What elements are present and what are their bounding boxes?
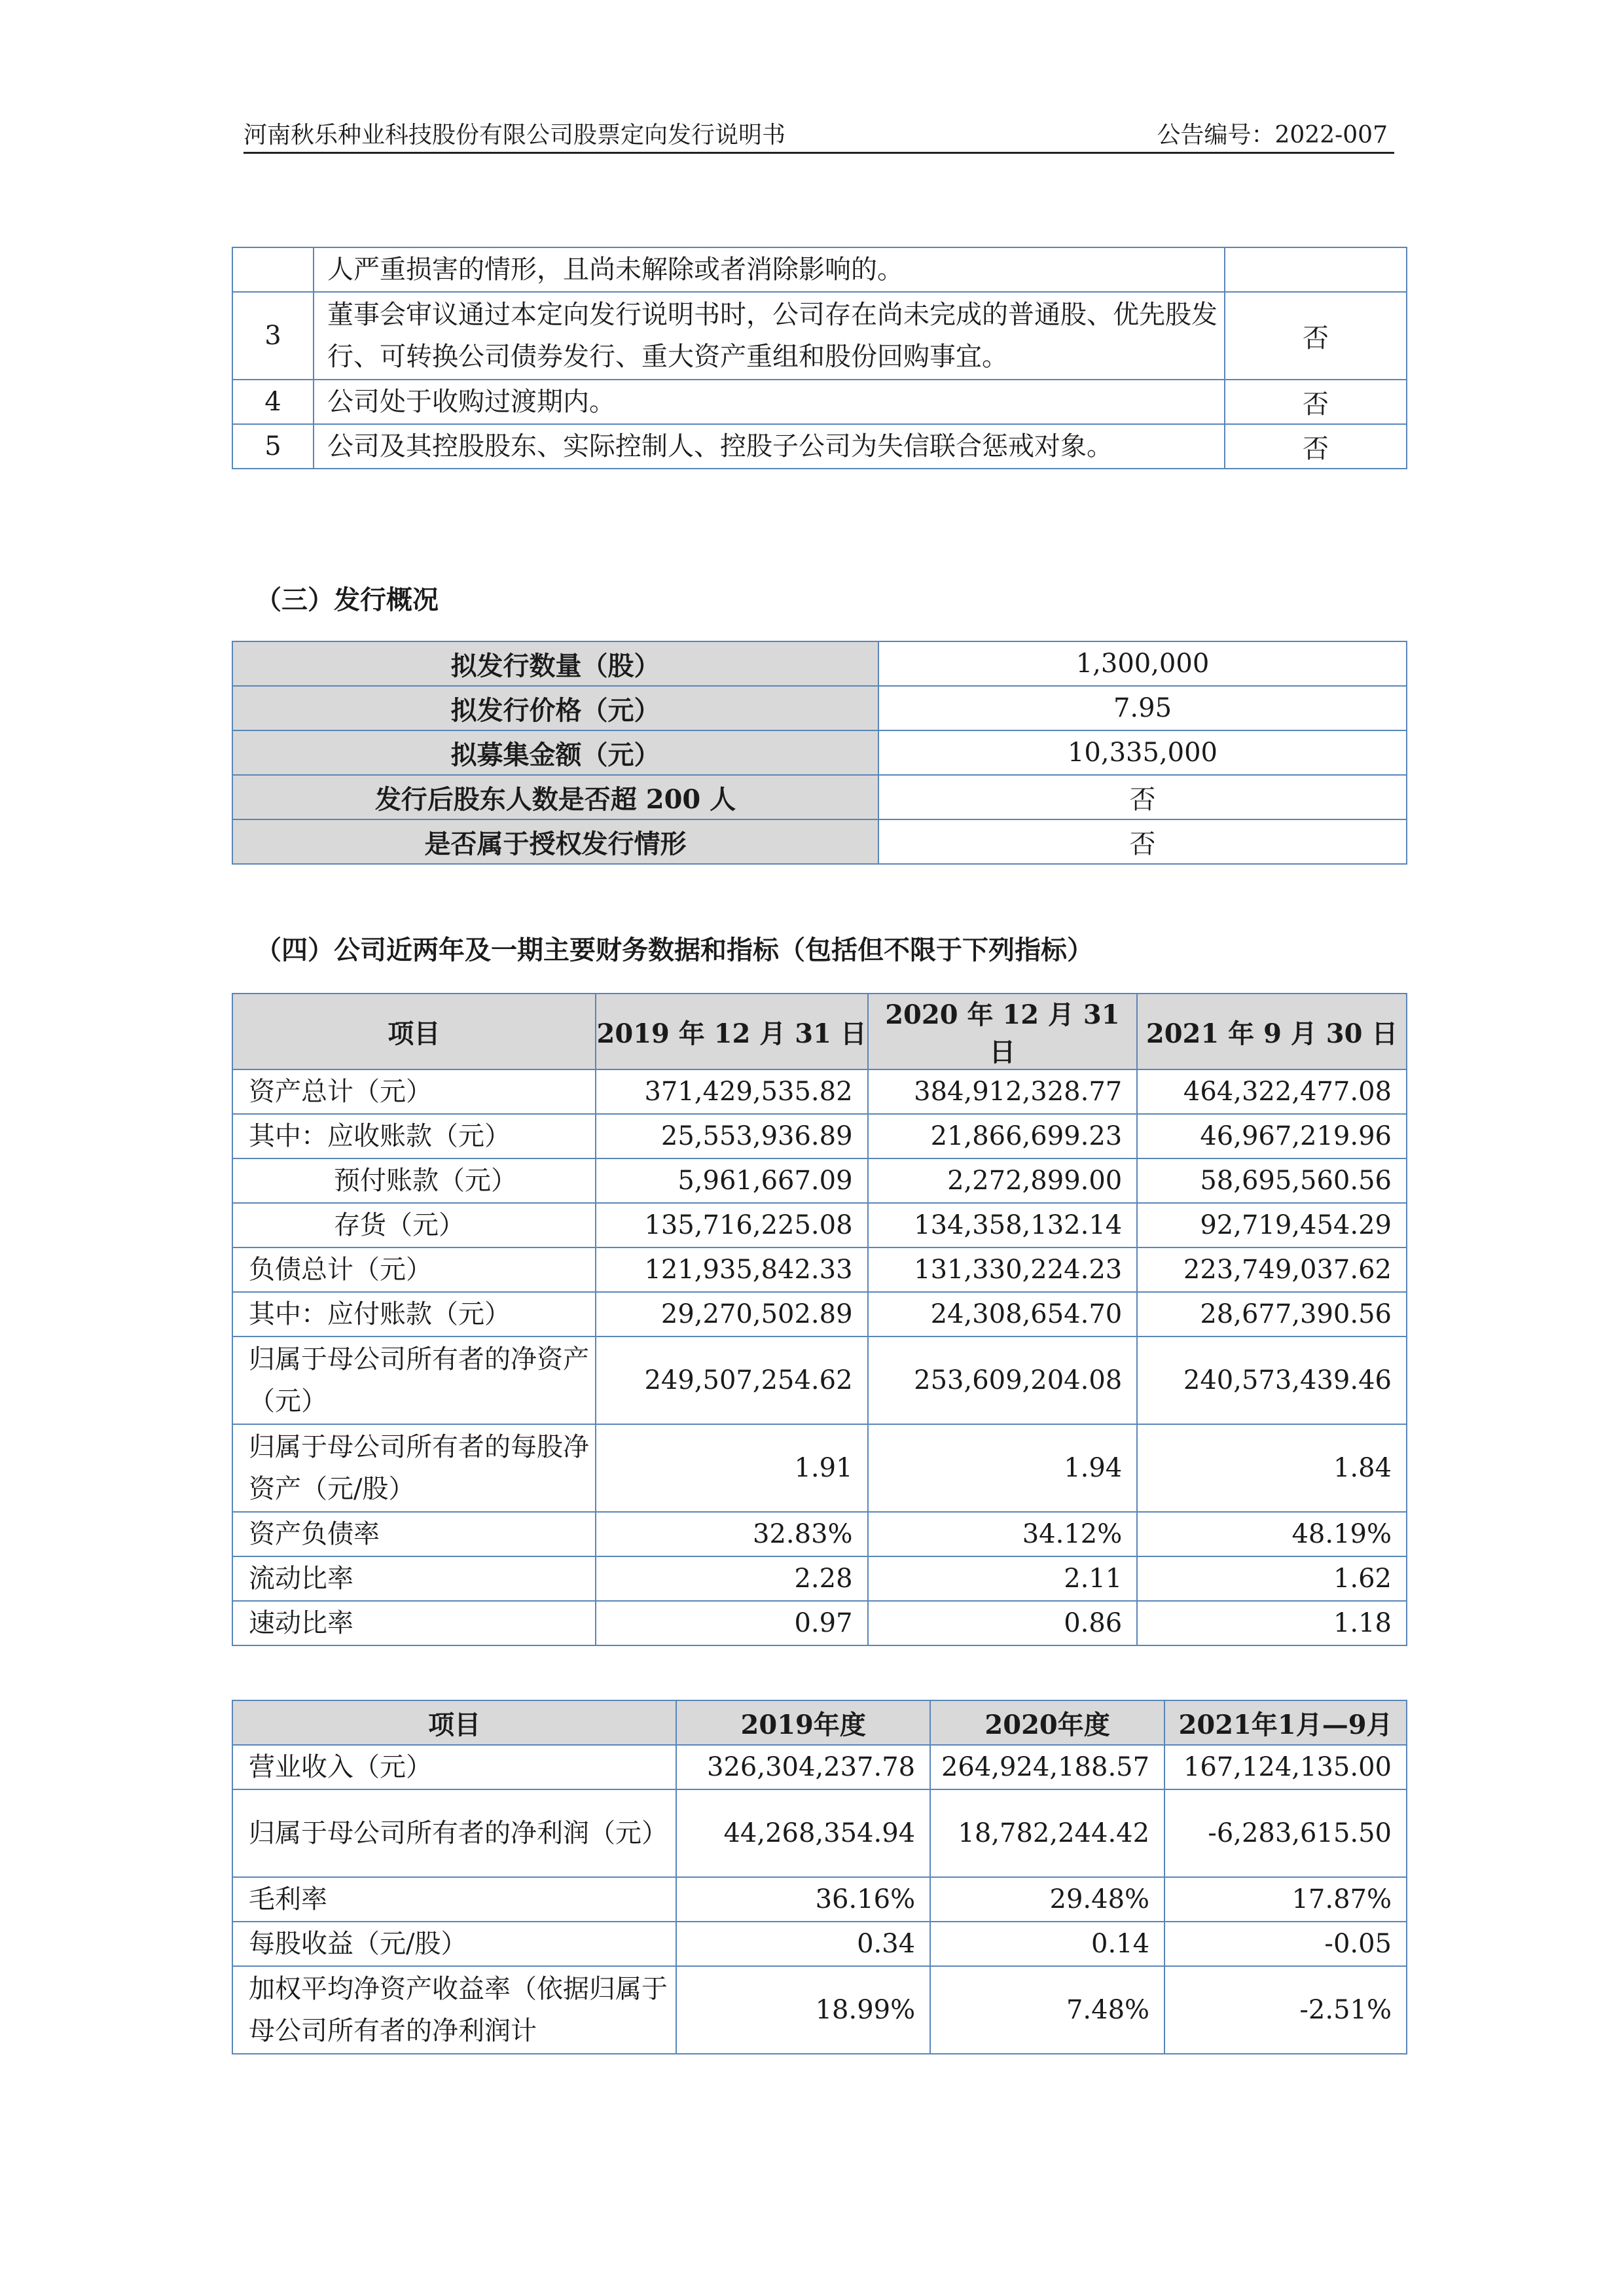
cell-value: 29,270,502.89 — [596, 1292, 868, 1336]
overview-value: 7.95 — [878, 686, 1407, 730]
cell-value: 167,124,135.00 — [1164, 1745, 1407, 1789]
overview-label: 拟发行价格（元） — [232, 686, 878, 730]
condition-answer: 否 — [1225, 424, 1407, 469]
cell-value: 2.28 — [596, 1556, 868, 1601]
column-header: 2020年度 — [930, 1700, 1164, 1745]
balance-sheet-table — [232, 993, 1407, 1646]
column-header: 2021年1月—9月 — [1164, 1700, 1407, 1745]
table-row — [232, 819, 1407, 864]
section-title-issuance: （三）发行概况 — [255, 584, 439, 615]
cell-value: 464,322,477.08 — [1137, 1069, 1407, 1114]
overview-label: 发行后股东人数是否超 200 人 — [232, 775, 878, 819]
cell-value: 253,609,204.08 — [868, 1336, 1138, 1424]
table-row — [232, 1424, 1407, 1512]
section-title-financials: （四）公司近两年及一期主要财务数据和指标（包括但不限于下列指标） — [255, 935, 1093, 965]
cell-value: 32.83% — [596, 1512, 868, 1556]
row-label: 存货（元） — [232, 1203, 596, 1247]
row-number: 5 — [232, 424, 314, 469]
cell-value: 34.12% — [868, 1512, 1138, 1556]
cell-value: 135,716,225.08 — [596, 1203, 868, 1247]
cell-value: -6,283,615.50 — [1164, 1789, 1407, 1877]
column-header: 项目 — [232, 994, 596, 1069]
table-row — [232, 380, 1407, 424]
overview-value: 否 — [878, 819, 1407, 864]
table-row — [232, 1336, 1407, 1424]
row-label: 加权平均净资产收益率（依据归属于母公司所有者的净利润计 — [232, 1966, 676, 2054]
table-row — [232, 247, 1407, 292]
cell-value: 18,782,244.42 — [930, 1789, 1164, 1877]
overview-label: 拟发行数量（股） — [232, 641, 878, 686]
table-header-row — [232, 994, 1407, 1069]
cell-value: 29.48% — [930, 1877, 1164, 1922]
table-row — [232, 686, 1407, 730]
cell-value: 2.11 — [868, 1556, 1138, 1601]
row-label: 毛利率 — [232, 1877, 676, 1922]
column-header: 2019 年 12 月 31 日 — [596, 994, 868, 1069]
table-row — [232, 1922, 1407, 1966]
cell-value: 0.86 — [868, 1601, 1138, 1645]
overview-value: 10,335,000 — [878, 730, 1407, 775]
overview-label: 拟募集金额（元） — [232, 730, 878, 775]
condition-text: 公司处于收购过渡期内。 — [314, 380, 1225, 424]
cell-value: 326,304,237.78 — [676, 1745, 930, 1789]
table-row — [232, 1158, 1407, 1203]
cell-value: 28,677,390.56 — [1137, 1292, 1407, 1336]
cell-value: 2,272,899.00 — [868, 1158, 1138, 1203]
cell-value: 0.97 — [596, 1601, 868, 1645]
table-row — [232, 1203, 1407, 1247]
table-row — [232, 424, 1407, 469]
table-row — [232, 775, 1407, 819]
column-header: 2019年度 — [676, 1700, 930, 1745]
condition-answer: 否 — [1225, 292, 1407, 380]
table-row — [232, 1292, 1407, 1336]
table-row — [232, 1247, 1407, 1292]
issuance-overview-table — [232, 641, 1407, 865]
table-row — [232, 292, 1407, 380]
row-label: 负债总计（元） — [232, 1247, 596, 1292]
condition-answer: 否 — [1225, 380, 1407, 424]
cell-value: 1.18 — [1137, 1601, 1407, 1645]
overview-value: 1,300,000 — [878, 641, 1407, 686]
row-label: 资产总计（元） — [232, 1069, 596, 1114]
row-number: 4 — [232, 380, 314, 424]
column-header: 2020 年 12 月 31 日 — [868, 994, 1138, 1069]
table-row — [232, 1877, 1407, 1922]
table-row — [232, 1966, 1407, 2054]
column-header: 2021 年 9 月 30 日 — [1137, 994, 1407, 1069]
row-label: 每股收益（元/股） — [232, 1922, 676, 1966]
table-row — [232, 1556, 1407, 1601]
table-row — [232, 1789, 1407, 1877]
cell-value: 264,924,188.57 — [930, 1745, 1164, 1789]
cell-value: 371,429,535.82 — [596, 1069, 868, 1114]
column-header: 项目 — [232, 1700, 676, 1745]
cell-value: -2.51% — [1164, 1966, 1407, 2054]
condition-text: 公司及其控股股东、实际控制人、控股子公司为失信联合惩戒对象。 — [314, 424, 1225, 469]
table-header-row — [232, 1700, 1407, 1745]
row-label: 归属于母公司所有者的净资产（元） — [232, 1336, 596, 1424]
condition-text: 人严重损害的情形，且尚未解除或者消除影响的。 — [314, 247, 1225, 292]
cell-value: 58,695,560.56 — [1137, 1158, 1407, 1203]
row-number: 3 — [232, 292, 314, 380]
cell-value: 48.19% — [1137, 1512, 1407, 1556]
cell-value: 21,866,699.23 — [868, 1114, 1138, 1158]
cell-value: 0.34 — [676, 1922, 930, 1966]
cell-value: 240,573,439.46 — [1137, 1336, 1407, 1424]
cell-value: 223,749,037.62 — [1137, 1247, 1407, 1292]
row-label: 归属于母公司所有者的每股净资产（元/股） — [232, 1424, 596, 1512]
row-label: 速动比率 — [232, 1601, 596, 1645]
announcement-number: 公告编号：2022-007 — [1157, 122, 1388, 149]
cell-value: 121,935,842.33 — [596, 1247, 868, 1292]
table-row — [232, 1512, 1407, 1556]
table-row — [232, 1601, 1407, 1645]
overview-label: 是否属于授权发行情形 — [232, 819, 878, 864]
cell-value: 0.14 — [930, 1922, 1164, 1966]
income-statement-table — [232, 1700, 1407, 2054]
row-label: 其中：应付账款（元） — [232, 1292, 596, 1336]
cell-value: 25,553,936.89 — [596, 1114, 868, 1158]
cell-value: 44,268,354.94 — [676, 1789, 930, 1877]
cell-value: 18.99% — [676, 1966, 930, 2054]
table-row — [232, 1069, 1407, 1114]
cell-value: 92,719,454.29 — [1137, 1203, 1407, 1247]
cell-value: 249,507,254.62 — [596, 1336, 868, 1424]
cell-value: 134,358,132.14 — [868, 1203, 1138, 1247]
cell-value: 384,912,328.77 — [868, 1069, 1138, 1114]
row-label: 流动比率 — [232, 1556, 596, 1601]
condition-text: 董事会审议通过本定向发行说明书时，公司存在尚未完成的普通股、优先股发行、可转换公司债券发行、重大资产重组和股份回购事宜。 — [314, 292, 1225, 380]
condition-answer — [1225, 247, 1407, 292]
cell-value: 1.84 — [1137, 1424, 1407, 1512]
row-label: 归属于母公司所有者的净利润（元） — [232, 1789, 676, 1877]
cell-value: 5,961,667.09 — [596, 1158, 868, 1203]
table-row — [232, 1745, 1407, 1789]
page-header — [244, 113, 1394, 154]
cell-value: 46,967,219.96 — [1137, 1114, 1407, 1158]
conditions-table — [232, 247, 1407, 469]
table-row — [232, 1114, 1407, 1158]
overview-value: 否 — [878, 775, 1407, 819]
table-row — [232, 730, 1407, 775]
cell-value: 1.94 — [868, 1424, 1138, 1512]
row-label: 资产负债率 — [232, 1512, 596, 1556]
cell-value: 36.16% — [676, 1877, 930, 1922]
cell-value: 24,308,654.70 — [868, 1292, 1138, 1336]
row-label: 预付账款（元） — [232, 1158, 596, 1203]
document-title: 河南秋乐种业科技股份有限公司股票定向发行说明书 — [244, 122, 786, 149]
cell-value: 17.87% — [1164, 1877, 1407, 1922]
cell-value: 131,330,224.23 — [868, 1247, 1138, 1292]
row-number — [232, 247, 314, 292]
cell-value: -0.05 — [1164, 1922, 1407, 1966]
cell-value: 7.48% — [930, 1966, 1164, 2054]
cell-value: 1.62 — [1137, 1556, 1407, 1601]
table-row — [232, 641, 1407, 686]
row-label: 营业收入（元） — [232, 1745, 676, 1789]
row-label: 其中：应收账款（元） — [232, 1114, 596, 1158]
cell-value: 1.91 — [596, 1424, 868, 1512]
